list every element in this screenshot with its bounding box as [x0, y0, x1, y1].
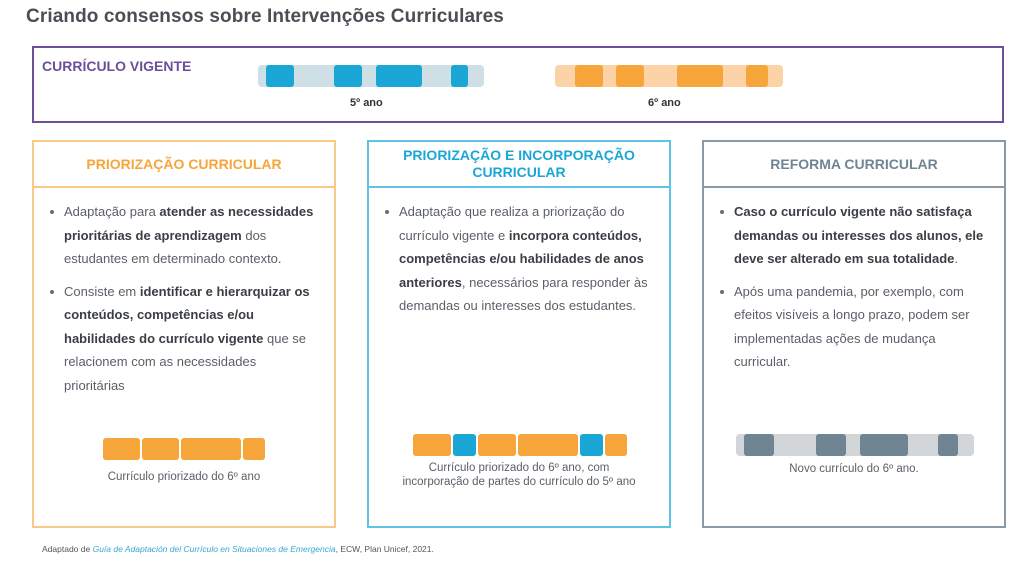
year6-segment — [746, 65, 768, 87]
priorized-incorporated-bar — [413, 434, 627, 456]
year5-label: 5º ano — [350, 97, 383, 109]
year6-segment — [677, 65, 723, 87]
bullet-text: Após uma pandemia, por exemplo, com efeitos visíveis a longo prazo, podem ser implementadas ações de mudança curricular. — [734, 283, 970, 369]
bar-segment — [816, 434, 846, 456]
bar-caption — [369, 461, 669, 489]
bar-segment — [580, 434, 603, 456]
card-title: REFORMA CURRICULAR — [704, 142, 1004, 188]
year5-segment — [376, 65, 422, 87]
bullet-text: , necessários para responder às demandas ou interesses dos estudantes. — [399, 274, 648, 313]
bar-segment — [518, 434, 578, 456]
bullet-text-bold: incorpora conteúdos, competências e/ou habilidades de anos anteriores — [399, 227, 644, 290]
bullet-text-bold: identificar e hierarquizar os conteúdos, competências e/ou habilidades do currículo vigente — [64, 283, 310, 346]
bar-segment — [453, 434, 476, 456]
page-title: Criando consensos sobre Intervenções Curriculares — [26, 6, 504, 27]
bar-caption: Currículo priorizado do 6º ano — [107, 471, 261, 483]
footnote-prefix: Adaptado de — [42, 544, 93, 554]
bullet-text: dos estudantes em determinado contexto. — [64, 227, 282, 266]
source-footnote — [42, 544, 434, 554]
footnote-suffix: , ECW, Plan Unicef, 2021. — [335, 544, 434, 554]
bar-segment — [413, 434, 451, 456]
priorizacao-incorporacao-card — [367, 140, 671, 528]
bullet-text: . — [954, 251, 958, 266]
footnote-source: Guía de Adaptación del Currículo en Situaciones de Emergencia — [92, 544, 336, 554]
bar-segment — [478, 434, 516, 456]
bar-caption-line: incorporação de partes do currículo do 5º ano — [402, 476, 636, 488]
bar-segment — [181, 438, 241, 460]
bullet-item — [64, 280, 320, 398]
year5-curriculum-bar — [258, 65, 484, 87]
curriculo-vigente-label: CURRÍCULO VIGENTE — [42, 58, 192, 74]
reforma-curricular-card — [702, 140, 1006, 528]
bar-segment — [938, 434, 958, 456]
bar-segment — [605, 434, 627, 456]
year5-segment — [266, 65, 294, 87]
bar-segment — [860, 434, 908, 456]
card-title: PRIORIZAÇÃO CURRICULAR — [34, 142, 334, 188]
curriculo-vigente-panel — [32, 46, 1004, 123]
bullet-text: Adaptação que realiza a priorização do currículo vigente e — [399, 204, 625, 243]
bar-caption-line: Currículo priorizado do 6º ano, com — [428, 462, 610, 474]
bar-segment — [142, 438, 179, 460]
year6-label: 6º ano — [648, 97, 681, 109]
bar-segment — [103, 438, 140, 460]
bullet-text-bold: Caso o currículo vigente não satisfaça demandas ou interesses dos alunos, ele deve ser alterado em sua totalidade — [734, 204, 984, 266]
bar-caption: Novo currículo do 6º ano. — [789, 463, 919, 475]
year6-curriculum-bar — [555, 65, 783, 87]
priorized-curriculum-bar — [103, 438, 265, 460]
bullet-text: Adaptação para — [64, 204, 160, 219]
new-curriculum-bar — [736, 434, 974, 456]
bullet-item — [64, 200, 320, 271]
bullet-text: que se relacionem com as necessidades prioritárias — [64, 330, 307, 393]
bullet-text-bold: atender as necessidades prioritárias de aprendizagem — [64, 204, 314, 243]
bullet-item — [734, 280, 990, 374]
bar-segment — [243, 438, 265, 460]
year5-segment — [334, 65, 362, 87]
card-title: PRIORIZAÇÃO E INCORPORAÇÃO CURRICULAR — [369, 142, 669, 188]
priorizacao-curricular-card — [32, 140, 336, 528]
bar-segment — [744, 434, 774, 456]
bullet-item — [399, 200, 655, 318]
bullet-item — [734, 200, 990, 271]
year5-segment — [451, 65, 468, 87]
year6-segment — [616, 65, 644, 87]
year6-segment — [575, 65, 603, 87]
bullet-text: Consiste em — [64, 283, 140, 299]
